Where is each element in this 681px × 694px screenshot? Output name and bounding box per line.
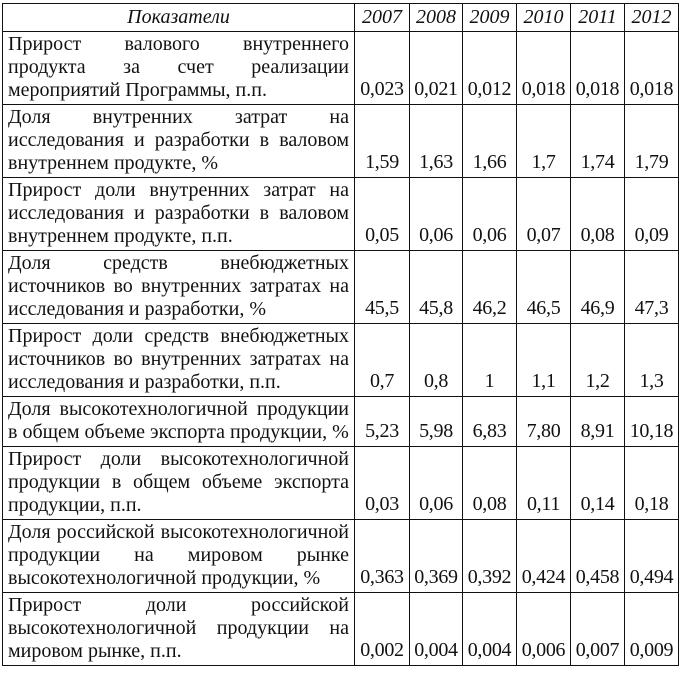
cell-value: 0,369 — [410, 520, 463, 593]
table-row — [3, 251, 679, 324]
cell-value: 1,63 — [410, 105, 463, 178]
table-row — [3, 178, 679, 251]
row-label: Прирост доли высокотехнологичной продукции в общем объеме экспорта продукции, п.п. — [3, 447, 355, 520]
cell-value: 0,03 — [355, 447, 410, 520]
cell-value: 45,8 — [410, 251, 463, 324]
cell-value: 0,11 — [517, 447, 571, 520]
header-row — [3, 4, 679, 32]
table-row — [3, 324, 679, 397]
cell-value: 0,05 — [355, 178, 410, 251]
header-indicator: Показатели — [3, 4, 355, 32]
cell-value: 0,018 — [571, 32, 625, 105]
cell-value: 10,18 — [625, 397, 679, 447]
cell-value: 0,09 — [625, 178, 679, 251]
cell-value: 0,494 — [625, 520, 679, 593]
cell-value: 0,07 — [517, 178, 571, 251]
cell-value: 0,012 — [463, 32, 517, 105]
row-label: Прирост валового внутреннего продукта за счет реализации мероприятий Программы, п.п. — [3, 32, 355, 105]
cell-value: 8,91 — [571, 397, 625, 447]
row-label: Прирост доли средств внебюджетных источников во внутренних затратах на исследования и разработки, п.п. — [3, 324, 355, 397]
cell-value: 47,3 — [625, 251, 679, 324]
cell-value: 46,5 — [517, 251, 571, 324]
cell-value: 1,3 — [625, 324, 679, 397]
cell-value: 45,5 — [355, 251, 410, 324]
table-row — [3, 447, 679, 520]
table-row — [3, 105, 679, 178]
cell-value: 1,74 — [571, 105, 625, 178]
cell-value: 1 — [463, 324, 517, 397]
cell-value: 1,2 — [571, 324, 625, 397]
header-year-2007: 2007 — [355, 4, 410, 32]
cell-value: 0,018 — [517, 32, 571, 105]
cell-value: 5,23 — [355, 397, 410, 447]
cell-value: 0,08 — [463, 447, 517, 520]
header-year-2009: 2009 — [463, 4, 517, 32]
cell-value: 0,06 — [463, 178, 517, 251]
row-label: Доля средств внебюджетных источников во внутренних затратах на исследования и разработки, % — [3, 251, 355, 324]
cell-value: 1,79 — [625, 105, 679, 178]
cell-value: 0,458 — [571, 520, 625, 593]
header-year-2012: 2012 — [625, 4, 679, 32]
cell-value: 0,424 — [517, 520, 571, 593]
cell-value: 1,66 — [463, 105, 517, 178]
cell-value: 0,002 — [355, 593, 410, 666]
cell-value: 0,7 — [355, 324, 410, 397]
cell-value: 46,2 — [463, 251, 517, 324]
cell-value: 0,08 — [571, 178, 625, 251]
cell-value: 1,7 — [517, 105, 571, 178]
table-row — [3, 593, 679, 666]
row-label: Доля российской высокотехнологичной продукции на мировом рынке высокотехнологичной продукции, % — [3, 520, 355, 593]
row-label: Прирост доли российской высокотехнологичной продукции на мировом рынке, п.п. — [3, 593, 355, 666]
indicators-table — [2, 3, 679, 666]
header-year-2011: 2011 — [571, 4, 625, 32]
table-row — [3, 520, 679, 593]
cell-value: 0,006 — [517, 593, 571, 666]
cell-value: 0,023 — [355, 32, 410, 105]
cell-value: 1,59 — [355, 105, 410, 178]
cell-value: 0,18 — [625, 447, 679, 520]
row-label: Доля внутренних затрат на исследования и разработки в валовом внутреннем продукте, % — [3, 105, 355, 178]
row-label: Прирост доли внутренних затрат на исследования и разработки в валовом внутреннем продукте, п.п. — [3, 178, 355, 251]
cell-value: 0,392 — [463, 520, 517, 593]
cell-value: 5,98 — [410, 397, 463, 447]
table-row — [3, 32, 679, 105]
cell-value: 0,06 — [410, 447, 463, 520]
cell-value: 1,1 — [517, 324, 571, 397]
cell-value: 0,06 — [410, 178, 463, 251]
cell-value: 0,018 — [625, 32, 679, 105]
cell-value: 0,021 — [410, 32, 463, 105]
cell-value: 7,80 — [517, 397, 571, 447]
row-label: Доля высокотехнологичной продукции в общем объеме экспорта продукции, % — [3, 397, 355, 447]
table-row — [3, 397, 679, 447]
header-year-2010: 2010 — [517, 4, 571, 32]
cell-value: 0,14 — [571, 447, 625, 520]
cell-value: 0,009 — [625, 593, 679, 666]
cell-value: 0,007 — [571, 593, 625, 666]
cell-value: 0,004 — [463, 593, 517, 666]
header-year-2008: 2008 — [410, 4, 463, 32]
cell-value: 46,9 — [571, 251, 625, 324]
cell-value: 0,363 — [355, 520, 410, 593]
cell-value: 6,83 — [463, 397, 517, 447]
cell-value: 0,004 — [410, 593, 463, 666]
cell-value: 0,8 — [410, 324, 463, 397]
